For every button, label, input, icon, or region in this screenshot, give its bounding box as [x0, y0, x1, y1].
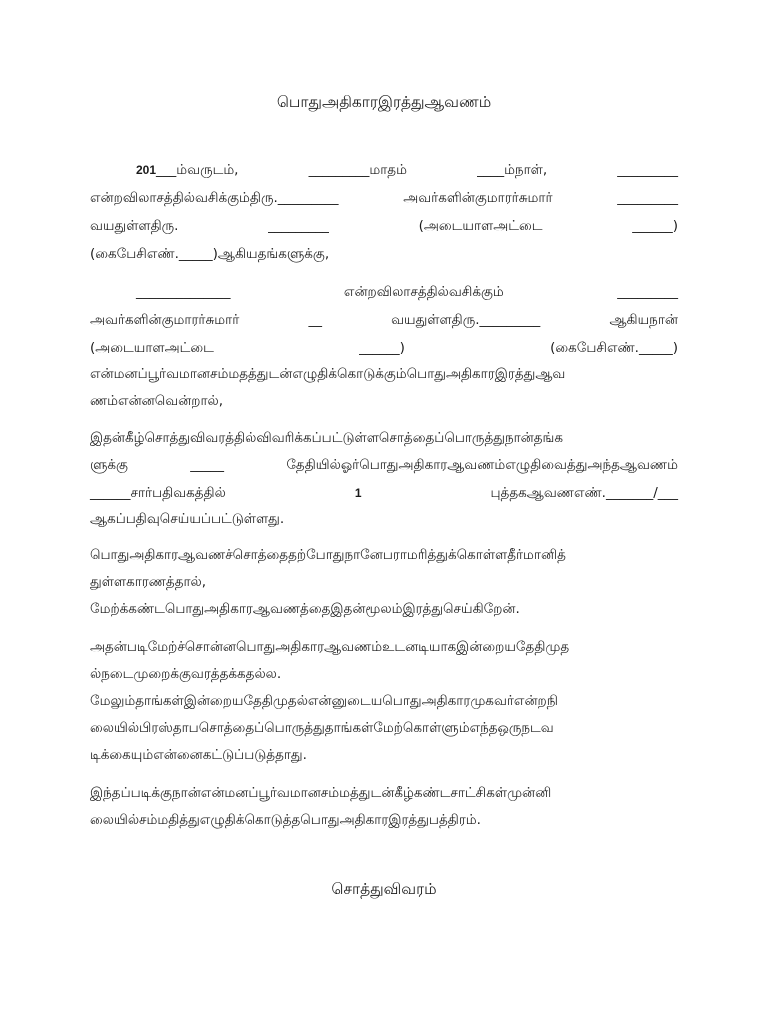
para3-line3 [90, 485, 678, 511]
para4-line3 [90, 601, 678, 627]
age-blank: __ [308, 312, 322, 328]
para2-line5 [90, 393, 678, 419]
para1-line2 [90, 190, 678, 216]
para2-line3 [90, 340, 678, 366]
document-number-field: புத்தகஆவணஎண்._______/___ [490, 485, 678, 501]
para5-line1 [90, 639, 678, 665]
address-field: என்றவிலாசத்தில்வசிக்கும்திரு._________ [90, 190, 339, 206]
year-field [136, 162, 238, 180]
para4-line2 [90, 574, 678, 600]
address-label: என்றவிலாசத்தில்வசிக்கும் [343, 284, 504, 300]
name-field: வயதுள்ளதிரு._________ [391, 312, 541, 328]
para6-line2 [90, 812, 678, 838]
body-text: மேற்க்கண்டபொதுஅதிகாரஆவணத்தைஇதன்மூலம்இரத்துசெய்கிறேன். [90, 601, 520, 617]
age-label: வயதுள்ளதிரு. [90, 218, 179, 234]
body-text: ஆகப்பதிவுசெய்யப்பட்டுள்ளது. [90, 511, 285, 527]
body-text: டிக்கையும்என்னைகட்டுப்படுத்தாது. [90, 747, 307, 763]
para3-line4 [90, 511, 678, 537]
para2-line1 [90, 284, 678, 310]
registry-office-field: ______சார்பதிவகத்தில் [90, 485, 226, 501]
son-of-label: அவர்களின்குமாரர்சுமார் [403, 190, 553, 206]
book-number: 1 [354, 486, 362, 500]
body-text: லையில்பிரஸ்தாபசொத்தைப்பொருத்துதாங்கள்மேற்கொள்ளும்எந்தஒருநடவ [90, 720, 554, 736]
document-title: பொதுஅதிகாரஇரத்துஆவணம் [276, 93, 492, 111]
day-field: ____ம்நாள், [477, 162, 548, 178]
body-text: லையில்சம்மதித்துஎழுதிக்கொடுத்தபொதுஅதிகாரஇரத்துபத்திரம். [90, 812, 481, 828]
name-blank: ______________ [136, 284, 231, 300]
body-text: ளுக்கு [90, 457, 128, 473]
id-card-label: (அடையாளஅட்டை [418, 218, 543, 234]
blank-field: _________ [617, 162, 678, 178]
blank-field: _________ [617, 190, 678, 206]
para5-line2 [90, 666, 678, 692]
para4-line1 [90, 547, 678, 573]
phone-field: (கைபேசிஎண்._____)ஆகியதங்களுக்கு, [90, 246, 330, 262]
blank-field: _________ [617, 284, 678, 300]
para2-line2 [90, 312, 678, 338]
body-text: துள்ளகாரணத்தால், [90, 574, 207, 590]
para6-line1 [90, 785, 678, 811]
body-text: என்மனப்பூர்வமானசம்மதத்துடன்எழுதிக்கொடுக்கும்பொதுஅதிகாரஇரத்துஆவ [90, 366, 566, 382]
self-label: ஆகியநான் [609, 312, 678, 328]
section-heading: சொத்துவிவரம் [331, 880, 437, 898]
body-text: ல்நடைமுறைக்குவரத்தக்கதல்ல. [90, 666, 282, 682]
para5-line5 [90, 747, 678, 773]
son-of-label: அவர்களின்குமாரர்சுமார் [90, 312, 240, 328]
body-text: இதன்கீழ்சொத்துவிவரத்தில்விவரிக்கப்பட்டுள்ளசொத்தைப்பொருத்துநான்தங்க [90, 430, 564, 446]
body-text: பொதுஅதிகாரஆவணச்சொத்தைதற்போதுநானேபராமரித்துக்கொள்ளதீர்மானித் [90, 547, 566, 563]
para1-line1 [90, 162, 678, 188]
para1-line4 [90, 246, 678, 272]
body-text: மேலும்தாங்கள்இன்றையதேதிமுதல்என்னுடையபொதுஅதிகாரமுகவர்என்றநி [90, 693, 558, 709]
id-card-label: (அடையாளஅட்டை [90, 340, 214, 356]
body-text: அதன்படிமேற்ச்சொன்னபொதுஅதிகாரஆவணம்உடனடியாகஇன்றையதேதிமுத [90, 639, 570, 655]
para3-line1 [90, 430, 678, 456]
body-text: தேதியில்ஓர்பொதுஅதிகாரஆவணம்எழுதிவைத்துஅந்தஆவணம் [286, 457, 678, 473]
id-card-blank: ______) [632, 218, 678, 234]
para1-line3 [90, 218, 678, 244]
month-field: _________மாதம் [308, 162, 407, 178]
year-prefix: 201 [136, 163, 157, 177]
date-blank: _____ [190, 457, 225, 473]
phone-field: (கைபேசிஎண்._____) [550, 340, 678, 356]
name-blank: _________ [268, 218, 329, 234]
para3-line2 [90, 457, 678, 483]
para5-line3 [90, 693, 678, 719]
para2-line4 [90, 366, 678, 392]
body-text: ணம்என்னவென்றால், [90, 393, 224, 409]
year-suffix: ___ம்வருடம், [156, 162, 239, 178]
body-text: இந்தப்படிக்குநான்என்மனப்பூர்வமானசம்மத்துடன்கீழ்கண்டசாட்சிகள்முன்னி [90, 785, 552, 801]
para5-line4 [90, 720, 678, 746]
id-card-blank: ______) [359, 340, 405, 356]
